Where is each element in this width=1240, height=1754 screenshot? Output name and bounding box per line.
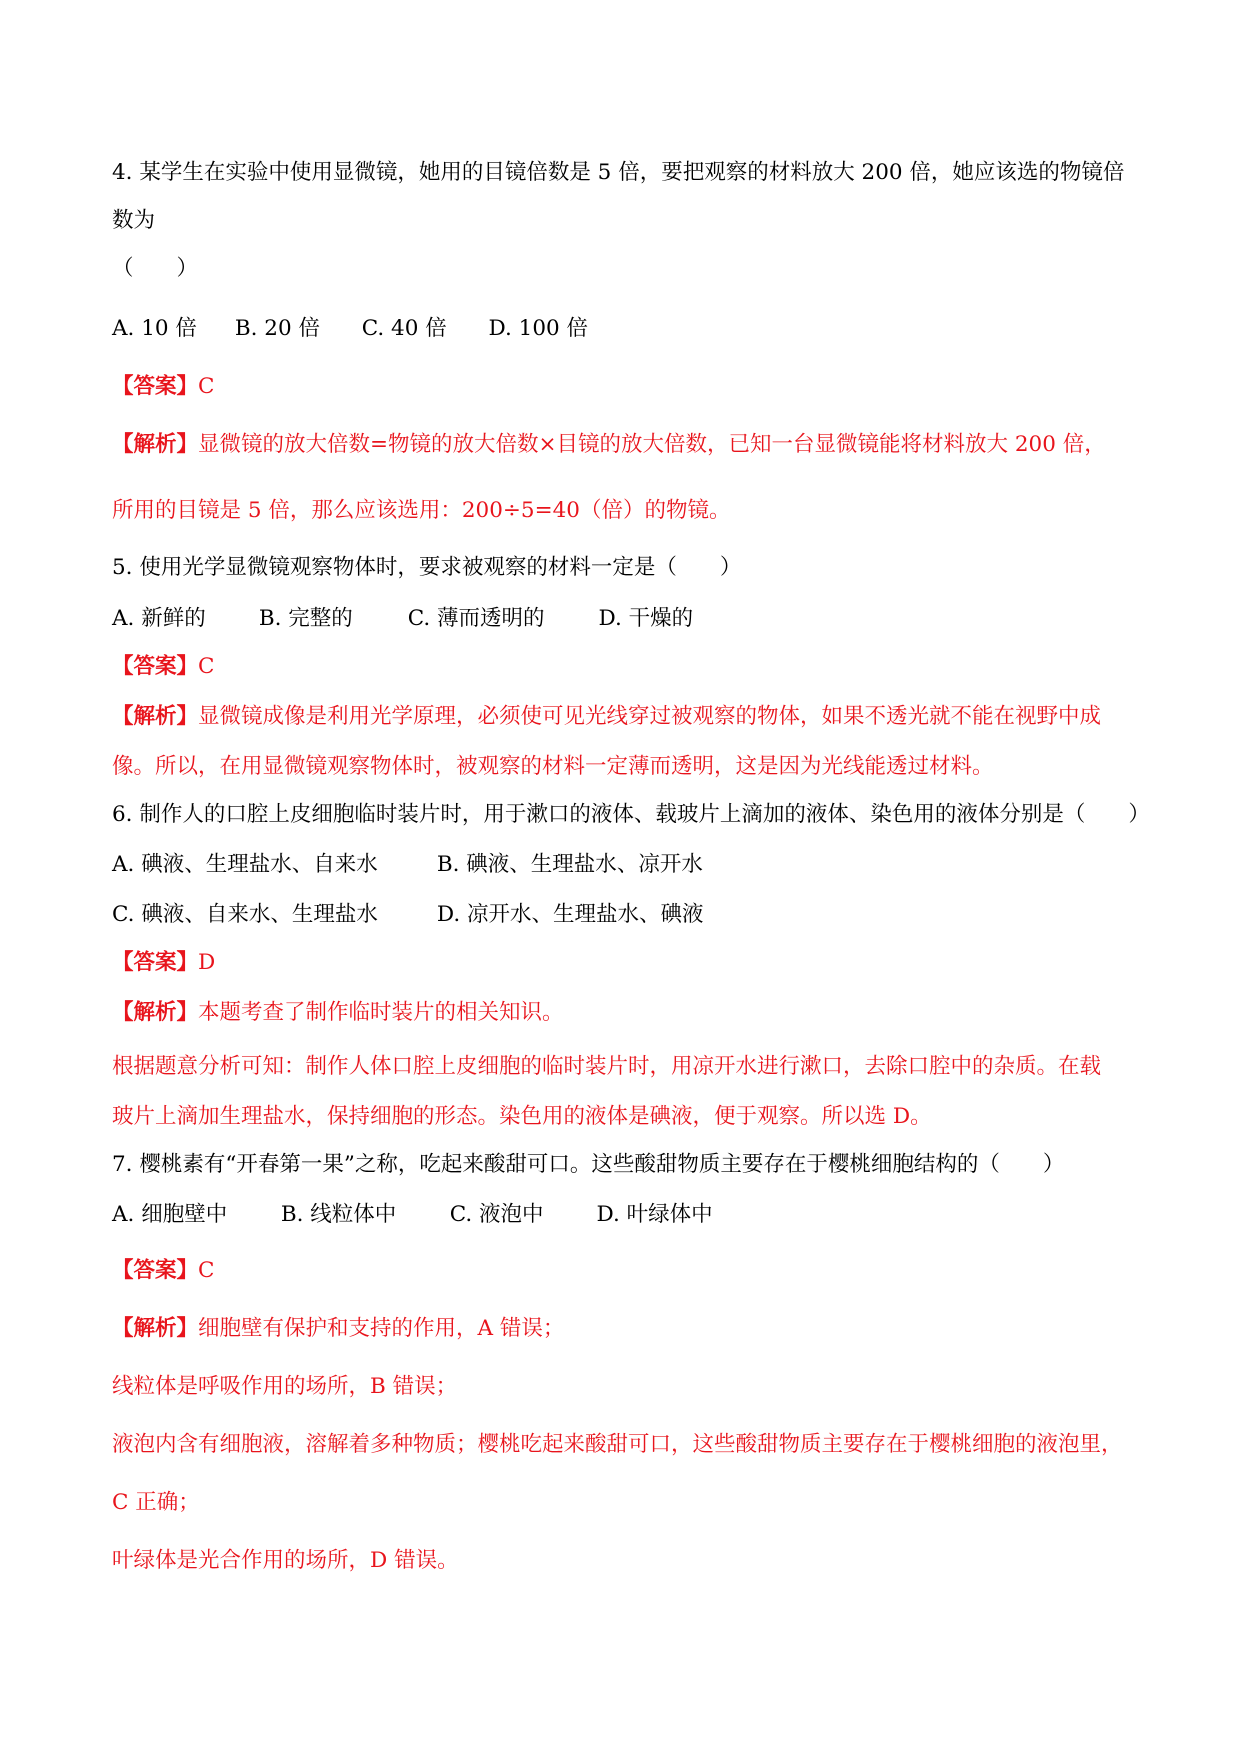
q5-option-c: C. 薄而透明的 xyxy=(407,606,545,631)
answer-value: C xyxy=(198,654,215,679)
q6-option-b: B. 碘液、生理盐水、凉开水 xyxy=(436,852,703,877)
answer-value: C xyxy=(198,374,215,399)
q4-stem-line3: （ ） xyxy=(112,256,199,281)
q5-option-b: B. 完整的 xyxy=(258,606,353,631)
q7-option-b: B. 线粒体中 xyxy=(280,1202,397,1227)
analysis-text: 细胞壁有保护和支持的作用，A 错误； xyxy=(198,1316,565,1341)
analysis-tag: 【解析】 xyxy=(112,1316,199,1341)
analysis-tag: 【解析】 xyxy=(112,432,199,457)
q7-analysis-line2: 线粒体是呼吸作用的场所，B 错误； xyxy=(112,1374,458,1399)
analysis-text: 显微镜的放大倍数=物镜的放大倍数×目镜的放大倍数，已知一台显微镜能将材料放大 200 倍， xyxy=(198,432,1106,457)
q4-answer xyxy=(112,372,214,402)
q5-options xyxy=(112,604,693,634)
q4-option-a: A. 10 倍 xyxy=(112,316,197,341)
q7-answer xyxy=(112,1256,214,1286)
q7-options xyxy=(112,1200,713,1230)
q5-stem-line1: 5. 使用光学显微镜观察物体时，要求被观察的材料一定是（ ） xyxy=(112,555,742,580)
q7-analysis-line3: 液泡内含有细胞液，溶解着多种物质；樱桃吃起来酸甜可口，这些酸甜物质主要存在于樱桃细胞的液泡里， xyxy=(112,1432,1123,1457)
q7-analysis-line4: C 正确； xyxy=(112,1490,200,1515)
q6-option-d: D. 凉开水、生理盐水、碘液 xyxy=(436,902,704,927)
q5-analysis-line2: 像。所以，在用显微镜观察物体时，被观察的材料一定薄而透明，这是因为光线能透过材料。 xyxy=(112,754,994,779)
answer-tag: 【答案】 xyxy=(112,950,199,975)
q4-analysis-line2: 所用的目镜是 5 倍，那么应该选用：200÷5=40（倍）的物镜。 xyxy=(112,498,731,523)
answer-tag: 【答案】 xyxy=(112,1258,199,1283)
q4-option-d: D. 100 倍 xyxy=(488,316,589,341)
q7-option-d: D. 叶绿体中 xyxy=(596,1202,713,1227)
answer-value: D xyxy=(198,950,216,975)
q6-analysis-line1 xyxy=(112,998,564,1028)
analysis-tag: 【解析】 xyxy=(112,1000,199,1025)
q7-analysis-line5: 叶绿体是光合作用的场所，D 错误。 xyxy=(112,1548,459,1573)
q7-analysis-line1 xyxy=(112,1314,564,1344)
answer-tag: 【答案】 xyxy=(112,374,199,399)
q4-option-b: B. 20 倍 xyxy=(234,316,321,341)
analysis-text: 本题考查了制作临时装片的相关知识。 xyxy=(198,1000,564,1025)
q4-stem-line1: 4. 某学生在实验中使用显微镜，她用的目镜倍数是 5 倍，要把观察的材料放大 200 倍，她应该选的物镜倍 xyxy=(112,160,1125,185)
analysis-text: 显微镜成像是利用光学原理，必须使可见光线穿过被观察的物体，如果不透光就不能在视野中成 xyxy=(198,704,1102,729)
q6-analysis-line2: 根据题意分析可知：制作人体口腔上皮细胞的临时装片时，用凉开水进行漱口，去除口腔中的杂质。在载 xyxy=(112,1054,1102,1079)
q6-options-row2 xyxy=(112,900,704,930)
q5-option-d: D. 干燥的 xyxy=(598,606,694,631)
q6-option-c: C. 碘液、自来水、生理盐水 xyxy=(112,902,378,927)
q6-answer xyxy=(112,948,215,978)
q5-analysis-line1 xyxy=(112,702,1101,732)
q5-answer xyxy=(112,652,214,682)
q6-stem-line1: 6. 制作人的口腔上皮细胞临时装片时，用于漱口的液体、载玻片上滴加的液体、染色用的液体分别是（ ） xyxy=(112,802,1150,827)
answer-value: C xyxy=(198,1258,215,1283)
q6-option-a: A. 碘液、生理盐水、自来水 xyxy=(112,852,378,877)
q5-option-a: A. 新鲜的 xyxy=(112,606,206,631)
analysis-tag: 【解析】 xyxy=(112,704,199,729)
q7-option-c: C. 液泡中 xyxy=(449,1202,544,1227)
answer-tag: 【答案】 xyxy=(112,654,199,679)
q6-options-row1 xyxy=(112,850,703,880)
q7-option-a: A. 细胞壁中 xyxy=(112,1202,228,1227)
q6-analysis-line3: 玻片上滴加生理盐水，保持细胞的形态。染色用的液体是碘液，便于观察。所以选 D。 xyxy=(112,1104,932,1129)
q7-stem-line1: 7. 樱桃素有“开春第一果”之称，吃起来酸甜可口。这些酸甜物质主要存在于樱桃细胞结构的（ ） xyxy=(112,1152,1065,1177)
q4-option-c: C. 40 倍 xyxy=(361,316,447,341)
q4-stem-line2: 数为 xyxy=(112,208,156,233)
q4-analysis-line1 xyxy=(112,430,1106,460)
q4-options xyxy=(112,314,588,344)
